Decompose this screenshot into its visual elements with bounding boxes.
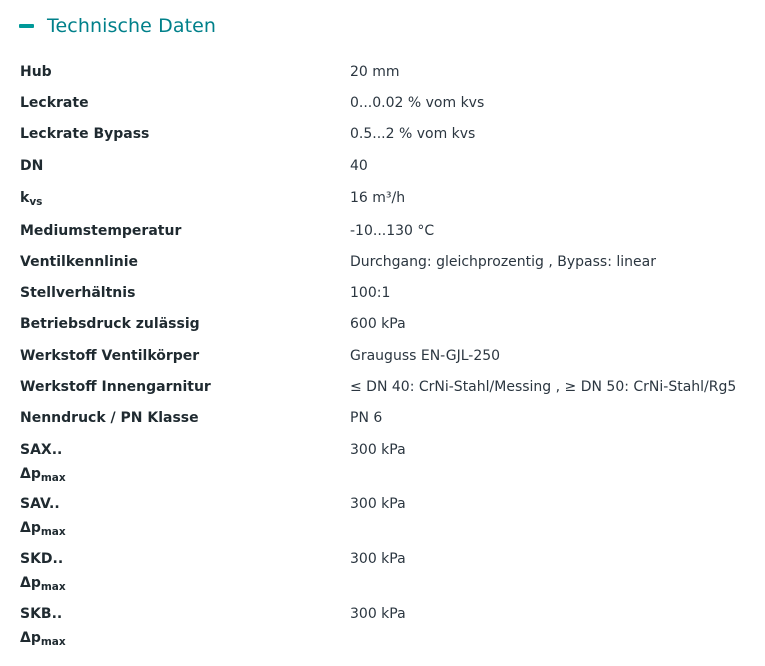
- spec-value: -10...130 °C: [350, 223, 435, 239]
- spec-label: Leckrate: [20, 95, 89, 111]
- spec-label: Stellverhältnis: [20, 285, 136, 301]
- spec-label: Ventilkennlinie: [20, 254, 139, 270]
- label-main: k: [20, 190, 30, 206]
- spec-label: Werkstoff Ventilkörper: [20, 348, 200, 364]
- spec-label: Nenndruck / PN Klasse: [20, 410, 199, 426]
- spec-label: [20, 602, 340, 654]
- label-subscript: max: [40, 526, 66, 538]
- spec-label: [20, 186, 340, 214]
- label-main: Δp: [20, 575, 41, 591]
- spec-value: 300 kPa: [350, 606, 406, 622]
- spec-value: 16 m³/h: [350, 190, 406, 206]
- label-subscript: vs: [29, 196, 43, 208]
- spec-value: PN 6: [350, 410, 383, 426]
- label-main: Δp: [20, 466, 41, 482]
- spec-value: 100:1: [350, 285, 391, 301]
- label-line2: [20, 626, 340, 654]
- label-line2: [20, 571, 340, 599]
- spec-label: DN: [20, 158, 44, 174]
- section-header-technische-daten[interactable]: [19, 12, 216, 40]
- spec-label: Werkstoff Innengarnitur: [20, 379, 211, 395]
- spec-label: [20, 492, 340, 544]
- minus-icon[interactable]: [19, 24, 34, 28]
- spec-value: Grauguss EN-GJL-250: [350, 348, 501, 364]
- spec-value: 600 kPa: [350, 316, 406, 332]
- spec-value: 0.5...2 % vom kvs: [350, 126, 476, 142]
- spec-value: 40: [350, 158, 368, 174]
- label-line2: [20, 462, 340, 490]
- label-subscript: max: [40, 581, 66, 593]
- spec-label: [20, 547, 340, 599]
- label-main: Δp: [20, 630, 41, 646]
- spec-value: ≤ DN 40: CrNi-Stahl/Messing , ≥ DN 50: CrNi-Stahl/Rg5: [350, 379, 737, 395]
- spec-value: Durchgang: gleichprozentig , Bypass: linear: [350, 254, 656, 270]
- spec-label: [20, 438, 340, 490]
- spec-label: Leckrate Bypass: [20, 126, 150, 142]
- spec-value: 0...0.02 % vom kvs: [350, 95, 485, 111]
- label-subscript: max: [40, 472, 66, 484]
- label-line1: SAV..: [20, 496, 60, 512]
- spec-value: 300 kPa: [350, 442, 406, 458]
- label-line2: [20, 516, 340, 544]
- label-line1: SAX..: [20, 442, 63, 458]
- spec-label: Betriebsdruck zulässig: [20, 316, 200, 332]
- label-line1: SKD..: [20, 551, 64, 567]
- spec-value: 300 kPa: [350, 496, 406, 512]
- label-main: Δp: [20, 520, 41, 536]
- section-title: Technische Daten: [47, 15, 217, 37]
- spec-value: 20 mm: [350, 64, 400, 80]
- spec-label: Hub: [20, 64, 52, 80]
- spec-value: 300 kPa: [350, 551, 406, 567]
- label-subscript: max: [40, 636, 66, 648]
- label-line1: SKB..: [20, 606, 63, 622]
- spec-label: Mediumstemperatur: [20, 223, 182, 239]
